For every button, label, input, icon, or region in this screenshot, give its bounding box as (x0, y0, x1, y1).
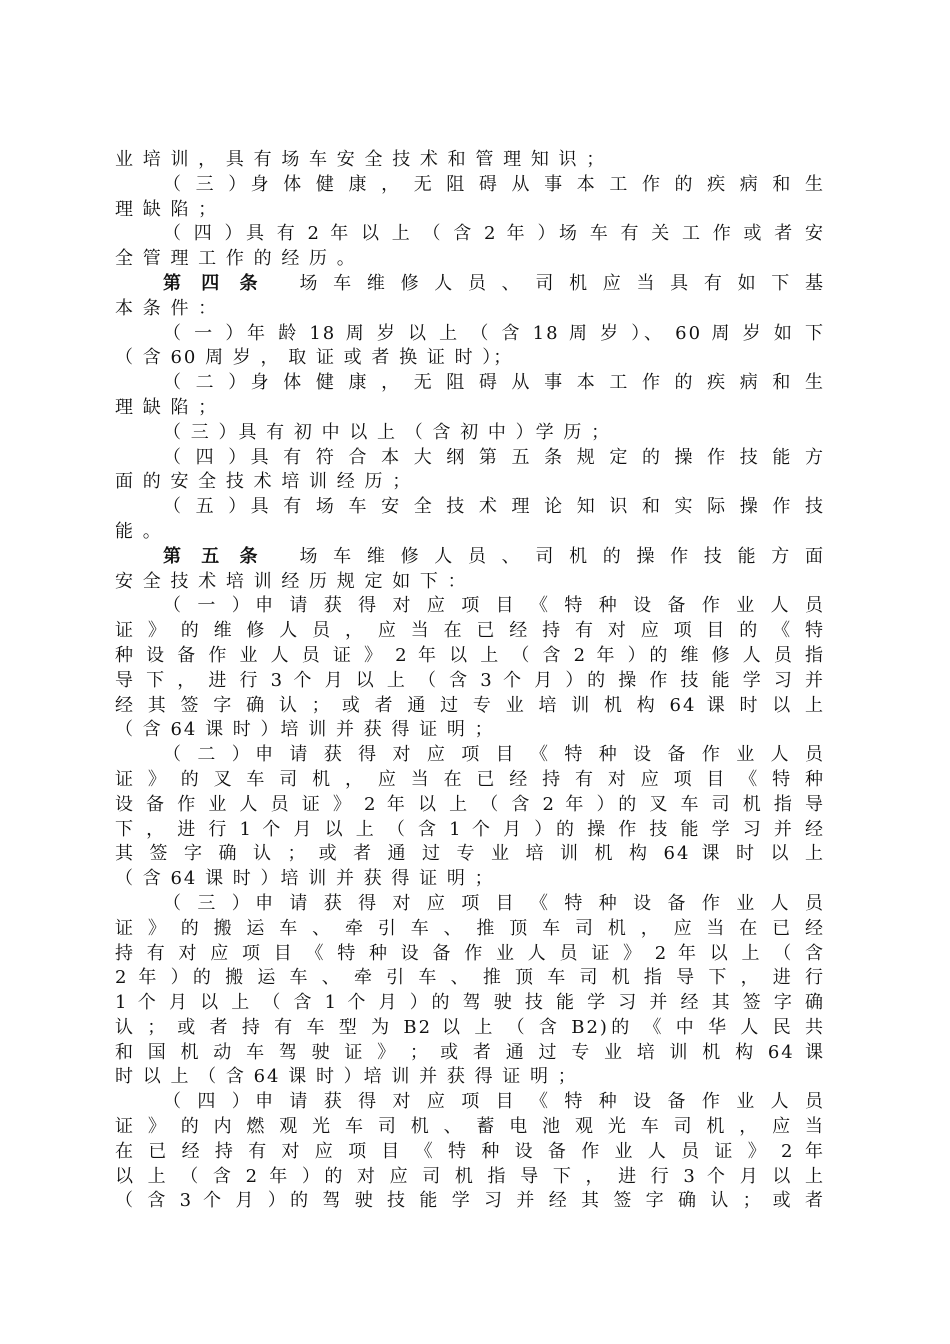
line-text: （ 四 ）具 有 2 年 以 上 （ 含 2 年 ）场 车 有 关 工 作 或 者 安 (163, 223, 825, 245)
line-text: 其 签 字 确 认 ； 或 者 通 过 专 业 培 训 机 构 64 课 时 以 上 (115, 843, 825, 865)
line-text: 认 ； 或 者 持 有 车 型 为 B2 以 上 （ 含 B2)的 《 中 华 人 民 共 (115, 1016, 825, 1038)
line-text: 理 缺 陷 ； (115, 198, 219, 220)
line-text: （ 五 ）具 有 场 车 安 全 技 术 理 论 知 识 和 实 际 操 作 技 (163, 496, 825, 518)
text-line (115, 942, 825, 967)
line-text: （ 一 ）申 请 获 得 对 应 项 目 《 特 种 设 备 作 业 人 员 (163, 595, 825, 617)
article-number: 第 五 条 (163, 545, 265, 567)
text-line (115, 371, 825, 396)
text-line (115, 173, 825, 198)
line-text: 时 以 上 （ 含 64 课 时 ）培 训 并 获 得 证 明 ； (115, 1066, 578, 1088)
text-line (115, 644, 825, 669)
line-text: 2 年 ）的 搬 运 车 、 牵 引 车 、 推 顶 车 司 机 指 导 下 ， 进 行 (115, 967, 825, 989)
line-text: （ 三 ）身 体 健 康 ， 无 阻 碍 从 事 本 工 作 的 疾 病 和 生 (163, 173, 825, 195)
article-heading-line (115, 545, 825, 570)
line-text: 在 已 经 持 有 对 应 项 目 《 特 种 设 备 作 业 人 员 证 》 2 年 (115, 1140, 825, 1162)
line-text: 和 国 机 动 车 驾 驶 证 》 ； 或 者 通 过 专 业 培 训 机 构 64 课 (115, 1041, 825, 1063)
text-line (115, 1115, 825, 1140)
text-line (115, 694, 825, 719)
text-line (115, 1140, 825, 1165)
text-line (115, 1090, 825, 1115)
line-text: （ 含 60 周 岁 ， 取 证 或 者 换 证 时 ）； (115, 347, 514, 369)
text-line (115, 222, 825, 247)
text-line (115, 793, 825, 818)
line-text: 1 个 月 以 上 （ 含 1 个 月 ）的 驾 驶 技 能 学 习 并 经 其 签 字 确 (115, 992, 825, 1014)
text-line (115, 991, 825, 1016)
line-text: 业 培 训 ， 具 有 场 车 安 全 技 术 和 管 理 知 识 ； (115, 149, 607, 170)
text-line (115, 148, 825, 173)
line-text: （ 含 64 课 时 ）培 训 并 获 得 证 明 ； (115, 868, 495, 890)
line-text: 面 的 安 全 技 术 培 训 经 历 ； (115, 471, 413, 493)
line-text: 种 设 备 作 业 人 员 证 》 2 年 以 上 （ 含 2 年 ）的 维 修 人 员 指 (115, 644, 825, 666)
document-body (115, 148, 825, 1214)
article-heading-line (115, 272, 825, 297)
line-text: 理 缺 陷 ； (115, 396, 219, 418)
line-text: （ 含 3 个 月 ）的 驾 驶 技 能 学 习 并 经 其 签 字 确 认 ； 或 者 (115, 1190, 825, 1212)
line-text: 经 其 签 字 确 认 ； 或 者 通 过 专 业 培 训 机 构 64 课 时 以 上 (115, 694, 825, 716)
line-text: （ 一 ）年 龄 18 周 岁 以 上 （ 含 18 周 岁 ）、 60 周 岁 如 下 (163, 322, 825, 344)
text-line (115, 892, 825, 917)
line-text: 导 下 ， 进 行 3 个 月 以 上 （ 含 3 个 月 ）的 操 作 技 能 学 习 并 (115, 669, 825, 691)
text-line (115, 743, 825, 768)
line-text: 全 管 理 工 作 的 经 历 。 (115, 248, 357, 270)
text-line (115, 396, 825, 421)
line-text: 证 》 的 叉 车 司 机 ， 应 当 在 已 经 持 有 对 应 项 目 《 特 种 (115, 768, 825, 790)
text-line (115, 594, 825, 619)
line-text: 下 ， 进 行 1 个 月 以 上 （ 含 1 个 月 ）的 操 作 技 能 学 习 并 经 (115, 818, 825, 840)
text-line (115, 446, 825, 471)
line-text: 以 上 （ 含 2 年 ）的 对 应 司 机 指 导 下 ， 进 行 3 个 月 以 上 (115, 1165, 825, 1187)
text-line (115, 322, 825, 347)
text-line (115, 818, 825, 843)
line-text: （ 二 ）身 体 健 康 ， 无 阻 碍 从 事 本 工 作 的 疾 病 和 生 (163, 372, 825, 394)
line-text: （ 三 ）申 请 获 得 对 应 项 目 《 特 种 设 备 作 业 人 员 (163, 892, 825, 914)
text-line (115, 346, 825, 371)
line-text: 能 。 (115, 520, 163, 542)
line-text: 安 全 技 术 培 训 经 历 规 定 如 下 ： (115, 570, 468, 592)
line-text: （ 四 ）申 请 获 得 对 应 项 目 《 特 种 设 备 作 业 人 员 (163, 1091, 825, 1113)
text-line (115, 867, 825, 892)
line-text: 证 》 的 维 修 人 员 ， 应 当 在 已 经 持 有 对 应 项 目 的 《 特 (115, 620, 825, 642)
text-line (115, 619, 825, 644)
text-line (115, 768, 825, 793)
line-text: （ 含 64 课 时 ）培 训 并 获 得 证 明 ； (115, 719, 495, 741)
line-text: 场 车 维 修 人 员 、 司 机 的 操 作 技 能 方 面 (296, 545, 825, 567)
text-line (115, 718, 825, 743)
line-text: 场 车 维 修 人 员 、 司 机 应 当 具 有 如 下 基 (296, 272, 825, 294)
text-line (115, 1041, 825, 1066)
text-line (115, 495, 825, 520)
text-line (115, 842, 825, 867)
article-number: 第 四 条 (163, 272, 265, 294)
line-text: （ 三 ）具 有 初 中 以 上 （ 含 初 中 ）学 历 ； (163, 421, 612, 443)
text-line (115, 1065, 825, 1090)
text-line (115, 917, 825, 942)
line-text: 证 》 的 内 燃 观 光 车 司 机 、 蓄 电 池 观 光 车 司 机 ， 应 当 (115, 1116, 825, 1138)
text-line (115, 421, 825, 446)
text-line (115, 520, 825, 545)
text-line (115, 1016, 825, 1041)
text-line (115, 247, 825, 272)
text-line (115, 198, 825, 223)
text-line (115, 1189, 825, 1214)
text-line (115, 297, 825, 322)
line-text: 持 有 对 应 项 目 《 特 种 设 备 作 业 人 员 证 》 2 年 以 上 （ 含 (115, 942, 825, 964)
line-text: （ 二 ）申 请 获 得 对 应 项 目 《 特 种 设 备 作 业 人 员 (163, 744, 825, 766)
text-line (115, 470, 825, 495)
text-line (115, 669, 825, 694)
text-line (115, 966, 825, 991)
text-line (115, 570, 825, 595)
text-line (115, 1165, 825, 1190)
line-text: 证 》 的 搬 运 车 、 牵 引 车 、 推 顶 车 司 机 ， 应 当 在 已 经 (115, 917, 825, 939)
line-text: （ 四 ）具 有 符 合 本 大 纲 第 五 条 规 定 的 操 作 技 能 方 (163, 446, 825, 468)
line-text: 本 条 件 ： (115, 297, 219, 319)
line-text: 设 备 作 业 人 员 证 》 2 年 以 上 （ 含 2 年 ）的 叉 车 司 机 指 导 (115, 793, 825, 815)
